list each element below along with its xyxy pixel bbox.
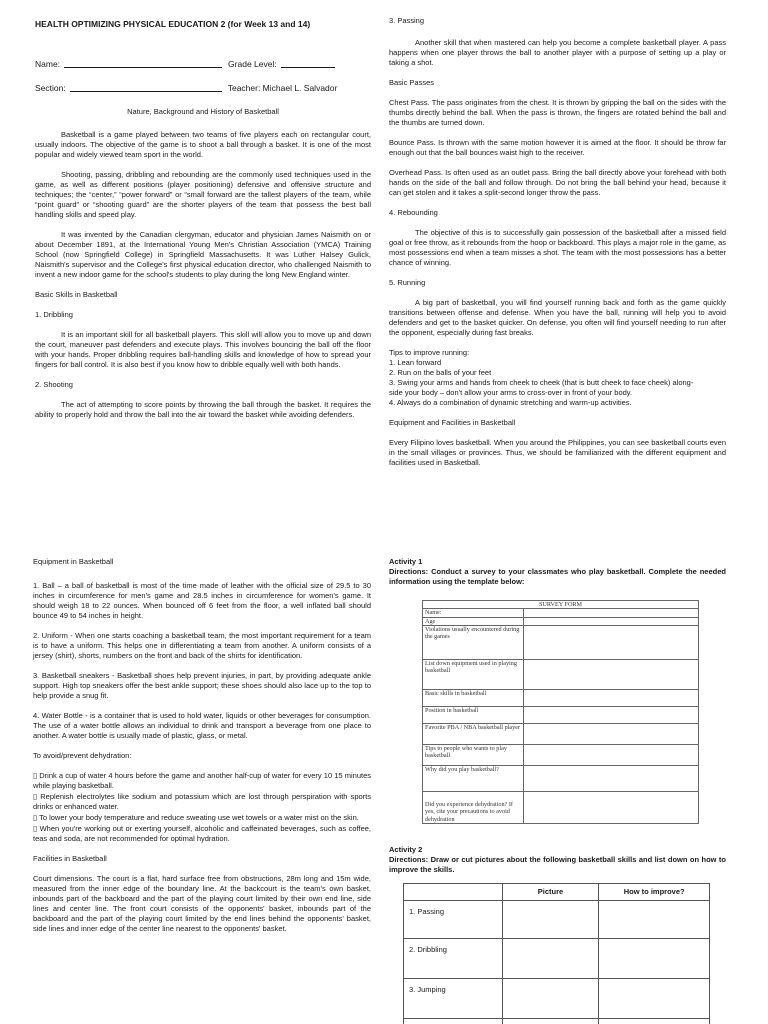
dehydration-heading: To avoid/prevent dehydration: xyxy=(33,751,132,760)
improve-cell[interactable] xyxy=(599,1019,710,1024)
column-header-how-to-improve: How to improve? xyxy=(599,884,710,901)
running-text: A big part of basketball, you will find yourself running back and forth as the game quickly transitions between offense and defense. When you have the ball, running will help you to avoid defenders and get to the basket quicker. On defense, you often will find yourself needing to run after the opponent, especially during fast breaks. xyxy=(389,298,726,337)
equipment-sneakers: 3. Basketball sneakers - Basketball shoes help prevent injuries, in part, by providing adequate ankle support. High top sneakers offer the best ankle support; these shoes should also lace up to the top to help provide a snug fit. xyxy=(33,671,371,700)
activity-2-block xyxy=(389,845,726,885)
bounce-pass-text: Bounce Pass. Is thrown with the same motion however it is aimed at the floor. It should be throw far enough out that the ball bounces waist high to the receiver. xyxy=(389,138,726,157)
survey-answer-cell[interactable] xyxy=(523,744,698,765)
grade-field[interactable] xyxy=(281,59,335,68)
section-label: Section: xyxy=(35,83,66,93)
teacher-label: Teacher: Michael L. Salvador xyxy=(227,83,338,93)
column-header-picture: Picture xyxy=(502,884,599,901)
dehydration-tip-3: ▯ To lower your body temperature and reduce sweating use wet towels or a water mist on the skin. xyxy=(33,813,359,822)
grade-label: Grade Level: xyxy=(228,59,277,69)
survey-row-label: List down equipment used in playing basketball xyxy=(423,659,524,689)
name-field[interactable] xyxy=(64,59,222,68)
overhead-pass-text: Overhead Pass. Is often used as an outlet pass. Bring the ball directly above your forehead with both hands on the side of the ball and follow through. Do not bring the ball behind your head, because it can get stolen and it takes a split-second longer throw the pass. xyxy=(389,168,726,197)
tip-3: 3. Swing your arms and hands from cheek to cheek (that is butt cheek to face cheek) along-side your body – don't allow your arms to cross-over in front of your body. xyxy=(389,378,694,397)
activity-2-directions xyxy=(389,855,726,875)
name-label: Name: xyxy=(35,59,61,69)
equipment-ball: 1. Ball – a ball of basketball is most of the time made of leather with the official size of 29.5 to 30 inches in circumference for men's game and 28.5 inches in circumference for women's game. It should weigh 18 to 22 ounces. When bounced off 6 feet from the floor, a well inflated ball should bounce 49 to 54 inches in height. xyxy=(33,581,371,620)
activity-1-heading: Activity 1 xyxy=(389,557,423,566)
survey-row-label: Basic skills in basketball xyxy=(423,689,524,706)
survey-row-label: Why did you play basketball? xyxy=(423,765,524,791)
basic-passes-heading: Basic Passes xyxy=(389,78,435,87)
improve-cell[interactable] xyxy=(599,979,710,1019)
improve-cell[interactable] xyxy=(599,901,710,939)
skill-row-label xyxy=(404,1019,503,1024)
tip-1: 1. Lean forward xyxy=(389,358,442,367)
page-title: HEALTH OPTIMIZING PHYSICAL EDUCATION 2 (for Week 13 and 14) xyxy=(35,19,311,29)
dribbling-heading: 1. Dribbling xyxy=(35,310,73,319)
equipment-heading: Equipment in Basketball xyxy=(33,557,114,566)
skill-row-label: 1. Passing xyxy=(404,901,503,939)
name-grade-row xyxy=(35,59,371,69)
activity-2-heading: Activity 2 xyxy=(389,845,423,854)
improve-cell[interactable] xyxy=(599,939,710,979)
left-column-bottom xyxy=(33,557,371,944)
survey-answer-cell[interactable] xyxy=(523,765,698,791)
equipment-uniform: 2. Uniform - When one starts coaching a basketball team, the most important requirement for a team is to have a uniform. This helps one in differentiating a team from another. A uniform consists of a jersey (shirt), shorts, numbers on the front and back of the shirts for identification. xyxy=(33,631,371,660)
survey-row-label: Did you experience dehydration? If yes, cite your precautions to avoid dehydration xyxy=(423,791,524,823)
equip-facilities-text: Every Filipino loves basketball. When you around the Philippines, you can see basketball courts even in the small villages or provinces. Thus, we should be familiarized with the different equipment and facilities used in Basketball. xyxy=(389,438,726,467)
survey-answer-cell[interactable] xyxy=(523,659,698,689)
picture-cell[interactable] xyxy=(502,901,599,939)
survey-row-label: Name: xyxy=(423,609,524,617)
survey-answer-cell[interactable] xyxy=(523,617,698,625)
picture-cell[interactable] xyxy=(502,1019,599,1024)
right-column-bottom xyxy=(389,557,726,597)
survey-row-label: Position in basketball xyxy=(423,706,524,723)
picture-cell[interactable] xyxy=(502,979,599,1019)
survey-answer-cell[interactable] xyxy=(523,625,698,659)
section-teacher-row xyxy=(35,83,371,93)
intro-paragraph-1: Basketball is a game played between two teams of five players each on rectangular court, usually indoors. The objective of the game is to shoot a ball through a basket. It is one of the most popular and widely viewed team sport in the world. xyxy=(35,130,371,159)
survey-form xyxy=(422,600,699,824)
activity-2-table xyxy=(403,883,710,1024)
shooting-heading: 2. Shooting xyxy=(35,380,73,389)
dribbling-text: It is an important skill for all basketball players. This skill will allow you to move up and down the court, maneuver past defenders and execute plays. This involves bouncing the ball off the floor with your hands. Proper dribbling requires ball-handling skills and knowledge of how to spread your fingers for ball control. It is also best if you know how to dribble equally well with both hands. xyxy=(35,330,371,369)
left-column-top xyxy=(35,19,371,430)
intro-paragraph-2: Shooting, passing, dribbling and rebounding are the commonly used techniques used in the game, as well as different positions (player positioning) defensive and offensive structure and techniques; the “center,” “power forward” or “small forward are the tallest players of the team, while “point guard” or “shooting guard” are the shorter players of the team that possess the best ball handling skills and speed play. xyxy=(35,170,371,219)
tip-4: 4. Always do a combination of dynamic stretching and warm-up activities. xyxy=(389,398,632,407)
section-field[interactable] xyxy=(70,83,222,92)
survey-answer-cell[interactable] xyxy=(523,723,698,744)
dehydration-tip-2: ▯ Replenish electrolytes like sodium and potassium which are lost through perspiration with sports drinks or enhanced water. xyxy=(33,792,371,811)
survey-row-label: Favorite PBA / NBA basketball player xyxy=(423,723,524,744)
survey-answer-cell[interactable] xyxy=(523,791,698,823)
facilities-text: Court dimensions. The court is a flat, hard surface free from obstructions, 28m long and 15m wide, measured from the inner edge of the boundary line. At the backcourt is the team's own basket, inbounds part of the backboard and the part of the playing court limited by their own end line, side lines and center line. The front court consists of the opponents' basket, inbounds part of the backboard and the part of the playing court limited by the end lines behind the opponents' basket, side lines and inner edge of the center line nearest to the opponents' basket. xyxy=(33,874,371,933)
skill-row-label: 2. Dribbling xyxy=(404,939,503,979)
skill-row-label: 3. Jumping xyxy=(404,979,503,1019)
survey-row-label: Tips to people who wants to play basketball xyxy=(423,744,524,765)
shooting-text: The act of attempting to score points by throwing the ball through the basket. It requires the ability to properly hold and throw the ball into the air toward the basket while avoiding defenders. xyxy=(35,400,371,419)
equipment-water-bottle: 4. Water Bottle - is a container that is used to hold water, liquids or other beverages for consumption. The use of a water bottle allows an individual to drink and transport a beverage from one place to another. A water bottle is usually made of plastic, glass, or metal. xyxy=(33,711,371,740)
activity-2-corner-cell xyxy=(404,884,503,901)
passing-heading: 3. Passing xyxy=(389,16,425,25)
running-heading: 5. Running xyxy=(389,278,426,287)
intro-paragraph-3: It was invented by the Canadian clergyman, educator and physician James Naismith on or about December 1891, at the International Young Men's Christian Association (YMCA) Training School (now Springfield College) in Springfield Massachusetts. It was Luther Halsey Gulick, Naismith's supervisor and the College's first physical education director, who challenged Naismith to invent a new indoor game for the school's students to play during the long New England winter. xyxy=(35,230,371,279)
tip-2: 2. Run on the balls of your feet xyxy=(389,368,492,377)
equip-facilities-heading: Equipment and Facilities in Basketball xyxy=(389,418,516,427)
rebounding-text: The objective of this is to successfully gain possession of the basketball after a missed field goal or free throw, as it rebounds from the hoop or backboard. This plays a major role in the game, as most possessions end when a team misses a shot. The team with the most possessions has a better chance of winning. xyxy=(389,228,726,267)
survey-form-title: SURVEY FORM xyxy=(423,601,699,609)
picture-cell[interactable] xyxy=(502,939,599,979)
survey-answer-cell[interactable] xyxy=(523,689,698,706)
survey-row-label: Violations usually encountered during the games xyxy=(423,625,524,659)
chest-pass-text: Chest Pass. The pass originates from the chest. It is thrown by gripping the ball on the sides with the thumbs directly behind the ball. When the pass is thrown, the fingers are rotated behind the ball and the thumbs are turned down. xyxy=(389,98,726,127)
facilities-heading: Facilities in Basketball xyxy=(33,854,107,863)
passing-text: Another skill that when mastered can help you become a complete basketball player. A pass happens when one player throws the ball to another player with a purpose of setting up a play or taking a shot. xyxy=(389,38,726,67)
survey-answer-cell[interactable] xyxy=(523,706,698,723)
survey-row-label: Age xyxy=(423,617,524,625)
activity-2-directions-text: Directions: Draw or cut pictures about the following basketball skills and list down on how to improve the skills. xyxy=(389,855,726,874)
activity-1-directions: Directions: Conduct a survey to your classmates who play basketball. Complete the needed information using the template below: xyxy=(389,567,726,586)
right-column-top xyxy=(389,16,726,478)
tips-heading: Tips to improve running: xyxy=(389,348,470,357)
skills-heading: Basic Skills in Basketball xyxy=(35,290,118,299)
intro-heading: Nature, Background and History of Basketball xyxy=(127,107,279,116)
dehydration-tip-1: ▯ Drink a cup of water 4 hours before the game and another half-cup of water for every 10 15 minutes while playing basketball. xyxy=(33,771,371,790)
rebounding-heading: 4. Rebounding xyxy=(389,208,438,217)
dehydration-tip-4: ▯ When you're working out or exerting yourself, alcoholic and caffeinated beverages, such as coffee, teas and soda, are not recommended for optimal hydration. xyxy=(33,824,371,843)
survey-answer-cell[interactable] xyxy=(523,609,698,617)
